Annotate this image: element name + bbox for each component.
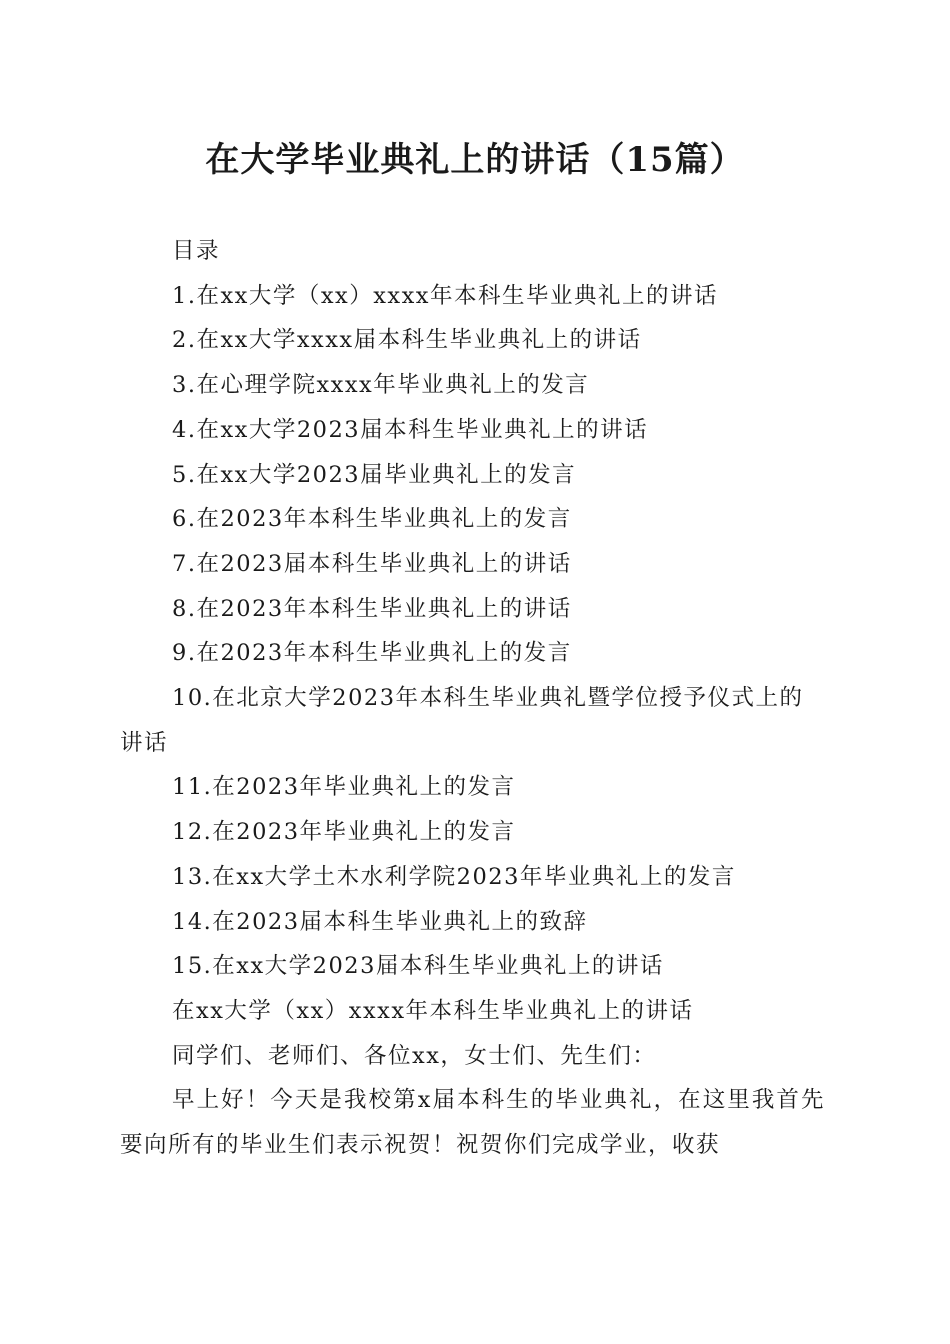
toc-item: 5.在xx大学2023届毕业典礼上的发言	[172, 461, 577, 488]
opening-paragraph: 早上好！今天是我校第x届本科生的毕业典礼，在这里我首先要向所有的毕业生们表示祝贺！祝贺你们完成学业，收获	[120, 1087, 825, 1159]
toc-item: 7.在2023届本科生毕业典礼上的讲话	[172, 550, 572, 577]
toc-item: 14.在2023届本科生毕业典礼上的致辞	[172, 908, 588, 935]
toc-item: 10.在北京大学2023年本科生毕业典礼暨学位授予仪式上的讲话	[120, 685, 804, 756]
document-body	[120, 229, 825, 1168]
toc-item: 4.在xx大学2023届本科生毕业典礼上的讲话	[172, 416, 649, 443]
toc-item: 9.在2023年本科生毕业典礼上的发言	[172, 640, 572, 667]
toc-item: 13.在xx大学土木水利学院2023年毕业典礼上的发言	[172, 863, 736, 890]
salutation: 同学们、老师们、各位xx，女士们、先生们：	[172, 1042, 657, 1069]
toc-item: 8.在2023年本科生毕业典礼上的讲话	[172, 595, 572, 622]
toc-item: 3.在心理学院xxxx年毕业典礼上的发言	[172, 372, 590, 399]
toc-heading: 目录	[172, 238, 221, 264]
table-of-contents	[120, 274, 825, 989]
section-title: 在xx大学（xx）xxxx年本科生毕业典礼上的讲话	[172, 997, 694, 1024]
toc-item: 15.在xx大学2023届本科生毕业典礼上的讲话	[172, 953, 664, 980]
toc-item: 12.在2023年毕业典礼上的发言	[172, 819, 516, 846]
document-title: 在大学毕业典礼上的讲话（15篇）	[205, 140, 745, 180]
toc-item: 6.在2023年本科生毕业典礼上的发言	[172, 506, 572, 533]
toc-item: 1.在xx大学（xx）xxxx年本科生毕业典礼上的讲话	[172, 282, 718, 309]
toc-item: 2.在xx大学xxxx届本科生毕业典礼上的讲话	[172, 327, 642, 354]
toc-item: 11.在2023年毕业典礼上的发言	[172, 774, 516, 801]
